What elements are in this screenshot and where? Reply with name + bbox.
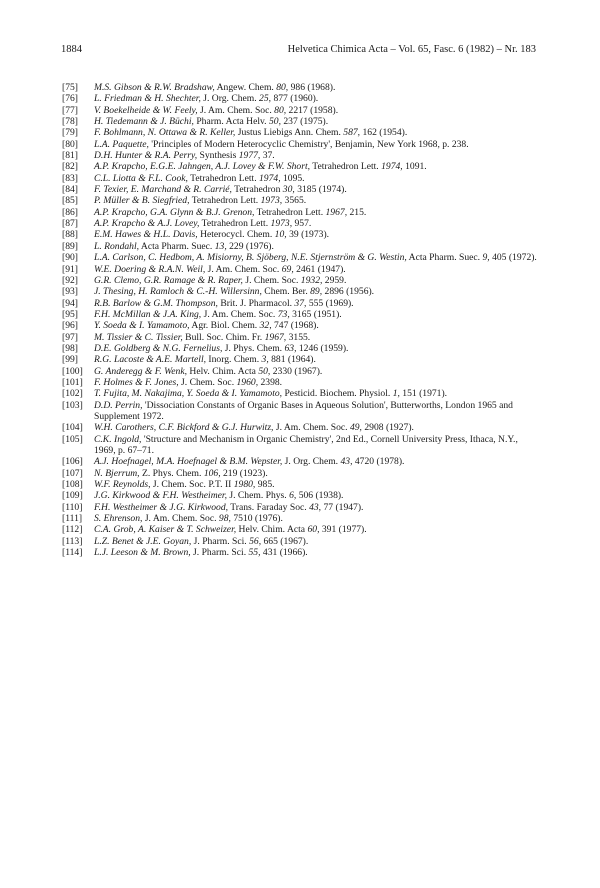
reference-volume: 73, [277,308,290,320]
reference-item [62,354,540,365]
reference-number: [76] [62,93,78,105]
reference-item [62,218,540,229]
reference-number: [92] [62,274,78,286]
reference-authors: W.E. Doering & R.A.N. Weil, [94,263,206,275]
reference-item [62,139,540,150]
reference-pages: 2217 (1958). [286,104,339,116]
reference-pages: 391 (1977). [319,524,367,536]
reference-pages: 215. [347,206,367,218]
reference-item [62,536,540,547]
reference-authors: D.H. Hunter & R.A. Perry, [94,150,198,162]
reference-source: Trans. Faraday Soc. [228,501,310,513]
reference-authors: Y. Soeda & I. Yamamoto, [94,320,190,332]
reference-authors: F. Holmes & F. Jones, [94,376,179,388]
reference-number: [107] [62,467,83,479]
reference-item [62,400,540,423]
reference-item [62,150,540,161]
reference-source: J. Am. Chem. Soc. [197,104,275,116]
reference-item [62,513,540,524]
reference-volume: 1973, [260,195,283,207]
reference-source: Heterocycl. Chem. [197,229,275,241]
reference-source: Angew. Chem. [214,82,277,93]
reference-number: [88] [62,229,78,241]
reference-authors: C.A. Grob, A. Kaiser & T. Schweizer, [94,524,237,536]
reference-item [62,547,540,558]
reference-source: J. Phys. Chem. [222,342,285,354]
reference-volume: 1980, [233,479,256,491]
reference-authors: C.L. Liotta & F.L. Cook, [94,172,188,184]
reference-volume: 1967, [325,206,348,218]
reference-pages: 1091. [402,161,427,173]
reference-volume: 55, [248,547,261,559]
reference-source: J. Org. Chem. [200,93,260,105]
reference-authors: L. Rondahl, [94,240,140,252]
reference-item [62,524,540,535]
reference-item [62,388,540,399]
reference-pages: 405 (1972). [489,252,537,264]
reference-source: 'Structure and Mechanism in Organic Chemistry', 2nd Ed., Cornell University Press, Ithaca, N.Y., 1969, p. 67–71. [94,433,518,456]
reference-volume: 1932, [300,274,323,286]
reference-pages: 162 (1954). [360,127,408,139]
reference-authors: A.J. Hoefnagel, M.A. Hoefnagel & B.M. Wepster, [94,456,283,468]
reference-number: [104] [62,422,83,434]
reference-number: [80] [62,138,78,150]
reference-source: Acta Pharm. Suec. [406,252,483,264]
reference-authors: G. Anderegg & F. Wenk, [94,365,187,377]
reference-pages: 4720 (1978). [352,456,405,468]
reference-pages: 1095. [280,172,305,184]
reference-pages: 747 (1968). [271,320,319,332]
reference-volume: 13, [214,240,227,252]
reference-item [62,320,540,331]
reference-pages: 957. [292,218,312,230]
reference-volume: 49, [349,422,362,434]
reference-source: J. Am. Chem. Soc. [205,263,282,275]
reference-volume: 1967, [264,331,287,343]
reference-source: Agr. Biol. Chem. [189,320,260,332]
reference-volume: 50, [268,116,281,128]
reference-item [62,422,540,433]
reference-volume: 80, [276,82,289,93]
reference-authors: L. Friedman & H. Shechter, [94,93,201,105]
running-head: Helvetica Chimica Acta – Vol. 65, Fasc. 6 (1982) – Nr. 183 [287,44,536,55]
reference-number: [78] [62,116,78,128]
reference-volume: 56, [249,535,262,547]
reference-number: [102] [62,388,83,400]
reference-source: Justus Liebigs Ann. Chem. [235,127,344,139]
reference-authors: R.B. Barlow & G.M. Thompson, [94,297,218,309]
reference-item [62,332,540,343]
reference-item [62,252,540,263]
reference-source: Tetrahedron Lett. [199,218,271,230]
reference-pages: 2908 (1927). [361,422,414,434]
reference-authors: G.R. Clemo, G.R. Ramage & R. Raper, [94,274,243,286]
reference-item [62,298,540,309]
reference-item [62,434,540,457]
reference-source: 'Dissociation Constants of Organic Bases in Aqueous Solution', Butterworths, London 1965 and Supplement 1972. [94,399,513,422]
reference-number: [94] [62,297,78,309]
reference-pages: 665 (1967). [261,535,309,547]
reference-number: [89] [62,240,78,252]
reference-authors: F.H. McMillan & J.A. King, [94,308,202,320]
reference-item [62,343,540,354]
reference-authors: J.G. Kirkwood & F.H. Westheimer, [94,490,227,502]
reference-number: [99] [62,354,78,366]
reference-volume: 37, [294,297,307,309]
reference-item [62,366,540,377]
reference-source: Pharm. Acta Helv. [193,116,269,128]
reference-authors: A.P. Krapcho, G.A. Glynn & B.J. Grenon, [94,206,255,218]
reference-number: [81] [62,150,78,162]
reference-volume: 1977, [238,150,261,162]
reference-pages: 2896 (1956). [322,286,375,298]
reference-number: [97] [62,331,78,343]
reference-authors: F.H. Westheimer & J.G. Kirkwood, [94,501,229,513]
reference-number: [90] [62,252,78,264]
reference-volume: 60, [307,524,320,536]
reference-number: [93] [62,286,78,298]
reference-volume: 43, [309,501,322,513]
reference-number: [85] [62,195,78,207]
reference-item [62,309,540,320]
reference-pages: 431 (1966). [260,547,308,559]
reference-number: [112] [62,524,83,536]
reference-item [62,173,540,184]
reference-authors: J. Thesing, H. Ramloch & C.-H. Willersinn, [94,286,262,298]
reference-number: [106] [62,456,83,468]
reference-volume: 1960, [236,376,259,388]
reference-authors: E.M. Hawes & H.L. Davis, [94,229,198,241]
reference-item [62,490,540,501]
reference-authors: A.P. Krapcho & A.J. Lovey, [94,218,200,230]
reference-authors: D.D. Perrin, [94,399,143,411]
reference-authors: F. Bohlmann, N. Ottawa & R. Keller, [94,127,236,139]
reference-authors: M.S. Gibson & R.W. Bradshaw, [94,82,215,93]
reference-volume: 1974, [259,172,281,184]
reference-authors: V. Boekelheide & W. Feely, [94,104,198,116]
reference-item [62,161,540,172]
reference-volume: 25, [259,93,272,105]
reference-source: 'Principles of Modern Heterocyclic Chemistry', Benjamin, New York 1968, p. 238. [148,138,469,150]
reference-pages: 3155. [286,331,311,343]
reference-number: [100] [62,365,83,377]
reference-pages: 2461 (1947). [293,263,346,275]
reference-number: [75] [62,82,78,93]
reference-source: J. Chem. Soc. P.T. II [150,479,234,491]
reference-source: Bull. Soc. Chim. Fr. [182,331,265,343]
reference-number: [103] [62,399,83,411]
reference-item [62,184,540,195]
reference-item [62,82,540,93]
reference-source: J. Pharm. Sci. [190,547,249,559]
reference-item [62,377,540,388]
reference-pages: 506 (1938). [296,490,344,502]
reference-authors: S. Ehrenson, [94,513,143,525]
reference-source: Helv. Chim. Acta [236,524,308,536]
reference-pages: 881 (1964). [268,354,316,366]
reference-source: Pesticid. Biochem. Physiol. [282,388,393,400]
reference-source: Acta Pharm. Suec. [139,240,215,252]
reference-number: [84] [62,184,78,196]
reference-authors: H. Tiedemann & J. Büchi, [94,116,194,128]
reference-volume: 6, [289,490,297,502]
reference-volume: 30, [282,184,295,196]
reference-item [62,116,540,127]
reference-number: [87] [62,218,78,230]
reference-pages: 151 (1971). [399,388,448,400]
reference-item [62,105,540,116]
page-header [61,43,536,57]
reference-authors: M. Tissier & C. Tissier, [94,331,183,343]
reference-volume: 69, [281,263,294,275]
reference-pages: 877 (1960). [271,93,319,105]
reference-pages: 39 (1973). [286,229,330,241]
reference-volume: 32, [259,320,272,332]
reference-authors: P. Müller & B. Siegfried, [94,195,190,207]
reference-volume: 89, [310,286,323,298]
reference-authors: A.P. Krapcho, E.G.E. Jahngen, A.J. Lovey & F.W. Short, [94,161,311,173]
reference-item [62,275,540,286]
reference-volume: 43, [340,456,353,468]
reference-source: Inorg. Chem. [206,354,262,366]
reference-volume: 63, [284,342,297,354]
reference-source: Synthesis [197,150,239,162]
reference-pages: 3165 (1951). [289,308,342,320]
reference-authors: F. Texier, E. Marchand & R. Carrié, [94,184,232,196]
reference-authors: L.A. Paquette, [94,138,149,150]
reference-item [62,456,540,467]
reference-pages: 3185 (1974). [294,184,347,196]
reference-pages: 2959. [322,274,347,286]
reference-pages: 37. [260,150,275,162]
reference-source: Brit. J. Pharmacol. [217,297,295,309]
reference-source: J. Am. Chem. Soc. [201,308,278,320]
reference-number: [91] [62,263,78,275]
reference-number: [77] [62,104,78,116]
reference-volume: 9, [482,252,490,264]
reference-authors: W.H. Carothers, C.F. Bickford & G.J. Hurwitz, [94,422,274,434]
reference-authors: L.Z. Benet & J.E. Goyan, [94,535,192,547]
reference-pages: 77 (1947). [321,501,364,513]
reference-source: J. Am. Chem. Soc. [273,422,350,434]
reference-authors: D.E. Goldberg & N.G. Fernelius, [94,342,223,354]
reference-item [62,479,540,490]
reference-pages: 237 (1975). [280,116,329,128]
reference-item [62,93,540,104]
reference-source: J. Chem. Soc. [178,376,237,388]
reference-pages: 1246 (1959). [296,342,349,354]
reference-source: Chem. Ber. [261,286,311,298]
reference-volume: 10, [274,229,287,241]
reference-volume: 1973, [270,218,293,230]
reference-pages: 7510 (1976). [230,513,283,525]
reference-source: Z. Phys. Chem. [139,467,204,479]
reference-pages: 229 (1976). [226,240,274,252]
reference-number: [109] [62,490,83,502]
reference-authors: C.K. Ingold, [94,433,142,445]
reference-number: [96] [62,320,78,332]
reference-source: J. Am. Chem. Soc. [142,513,219,525]
reference-pages: 3565. [282,195,307,207]
reference-item [62,207,540,218]
reference-item [62,127,540,138]
reference-source: Tetrahedron Lett. [187,172,259,184]
reference-number: [95] [62,308,78,320]
reference-source: Tetrahedron Lett. [310,161,382,173]
reference-authors: T. Fujita, M. Nakajima, Y. Soeda & I. Yamamoto, [94,388,283,400]
reference-source: J. Org. Chem. [282,456,341,468]
reference-volume: 98, [218,513,231,525]
reference-pages: 986 (1968). [288,82,336,93]
reference-number: [105] [62,433,83,445]
reference-number: [101] [62,376,83,388]
reference-source: Tetrahedron [231,184,283,196]
reference-item [62,241,540,252]
reference-volume: 1974, [381,161,403,173]
reference-volume: 587, [343,127,361,139]
reference-number: [114] [62,547,83,559]
reference-volume: 50, [258,365,271,377]
reference-pages: 219 (1923). [220,467,268,479]
reference-source: Tetrahedron Lett. [254,206,326,218]
reference-source: J. Chem. Soc. [242,274,301,286]
reference-source: Tetrahedron Lett. [189,195,261,207]
reference-volume: 3, [261,354,269,366]
reference-pages: 2330 (1967). [270,365,323,377]
reference-item [62,195,540,206]
reference-pages: 555 (1969). [306,297,354,309]
reference-authors: L.J. Leeson & M. Brown, [94,547,191,559]
reference-item [62,468,540,479]
reference-volume: 106, [203,467,221,479]
reference-volume: 1, [392,388,400,400]
reference-volume: 80, [274,104,287,116]
reference-number: [83] [62,172,78,184]
reference-authors: R.G. Lacoste & A.E. Martell, [94,354,207,366]
reference-number: [98] [62,342,78,354]
reference-number: [79] [62,127,78,139]
reference-source: J. Pharm. Sci. [191,535,250,547]
reference-pages: 2398. [258,376,283,388]
reference-number: [111] [62,513,83,525]
reference-authors: W.F. Reynolds, [94,479,151,491]
reference-item [62,264,540,275]
reference-number: [82] [62,161,78,173]
reference-item [62,229,540,240]
reference-number: [108] [62,479,83,491]
reference-list [62,82,540,558]
reference-number: [113] [62,535,83,547]
reference-source: Helv. Chim. Acta [187,365,259,377]
reference-source: J. Chem. Phys. [226,490,290,502]
reference-number: [110] [62,501,83,513]
reference-authors: L.A. Carlson, C. Hedbom, A. Misiorny, B. Sjöberg, N.E. Stjernström & G. Westin, [94,252,407,264]
page-number: 1884 [61,44,82,55]
reference-authors: N. Bjerrum, [94,467,140,479]
reference-pages: 985. [255,479,275,491]
reference-number: [86] [62,206,78,218]
reference-item [62,286,540,297]
reference-item [62,502,540,513]
